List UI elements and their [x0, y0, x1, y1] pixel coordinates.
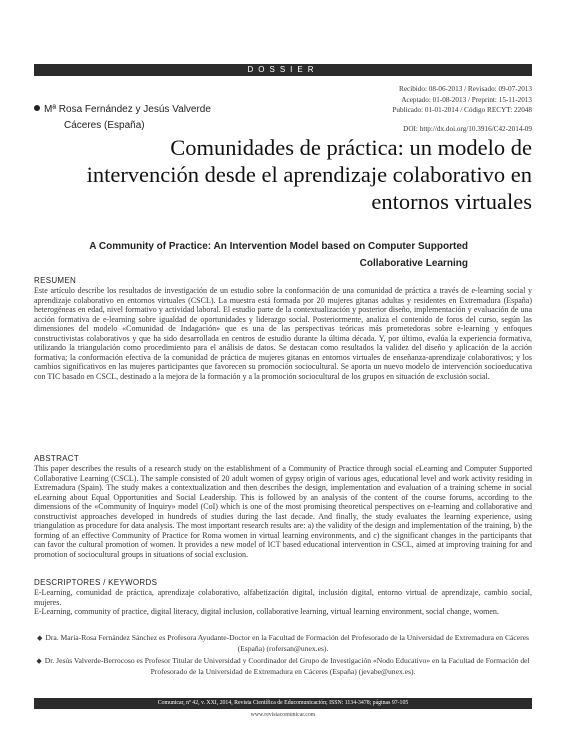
resumen-heading: RESUMEN: [34, 276, 77, 285]
diamond-icon: ◆: [36, 634, 43, 642]
footer-citation: Comunicar, nº 42, v. XXI, 2014, Revista Científica de Educomunicación; ISSN: 1134-3478; páginas 97-105: [157, 700, 409, 706]
article-subtitle: A Community of Practice: An Intervention Model based on Computer Supported Collaborative Learning: [89, 241, 468, 269]
keywords-en: E-Learning, community of practice, digital literacy, digital inclusion, collaborative learning, virtual learning environment, social change, women.: [34, 607, 499, 617]
footer-citation-bar: [34, 698, 532, 709]
keywords-heading: DESCRIPTORES / KEYWORDS: [34, 578, 158, 587]
published-date: Publicado: 01-01-2014 / Código RECYT: 22048: [392, 106, 532, 114]
resumen-text: Este artículo describe los resultados de investigación de un estudio sobre la conformación de una comunidad de práctica a través de e-learning social y aprendizaje colaborativo en entornos virtuales (CSCL). La muestra está formada por 20 mujeres gitanas adultas y residentes en Extremadura (España) heterogéneas en edad, nivel formativo y actividad laboral. El estudio parte de la contextualización y posterior diseño, implementación y evaluación de una acción formativa de e-learning sobre igualdad de oportunidades y liderazgo social. Posteriormente, analiza el contenido de foros del curso, según las dimensiones del modelo «Comunidad de Indagación» que es una de las perspectivas teóricas más prometedoras sobre e-learning y enfoques constructivistas colaborativos y que ha sido desarrollada en centros de estudio durante la última década. Y, por último, evalúa la experiencia formativa, utilizando la triangulación como procedimiento para el análisis de datos. Se destacan como resultados la validez del diseño y aplicación de la acción formativa; la conformación efectiva de la comunidad de práctica de mujeres gitanas en entornos virtuales de enseñanza-aprendizaje colaborativos; y los cambios significativos en las mujeres participantes que favorecen su promoción sociocultural. Se aporta un nuevo modelo de intervención socioeducativa con TIC basado en CSCL, destinado a la mejora de la formación y a la promoción sociocultural de los grupos en situación de exclusión social.: [34, 286, 532, 381]
doi[interactable]: DOI: http://dx.doi.org/10.3916/C42-2014-09: [403, 124, 532, 133]
footnote-text: Dr. Jesús Valverde-Berrocoso es Profesor Titular de Universidad y Coordinador del Grupo de Investigación «Nodo Educativo» en la Facultad de Formación del Profesorado de la Universidad de Extremadura en Cáceres (España) (jevabe@unex.es).: [44, 656, 530, 676]
author-block: [34, 102, 211, 134]
received-date: Recibido: 08-06-2013 / Revisado: 09-07-2013: [399, 85, 532, 93]
abstract-text: This paper describes the results of a research study on the establishment of a Community of Practice through social eLearning and Computer Supported Collaborative Learning (CSCL). The sample consisted of 20 adult women of gypsy origin of various ages, educational level and work activity residing in Extremadura (Spain). The study makes a contextualization and then describes the design, implementation and evaluation of a training scheme in social eLearning about Equal Opportunities and Social Leadership. This is followed by an analysis of the content of the course forums, according to the dimensions of the «Community of Inquiry» model (CoI) which is one of the most promising theoretical perspectives on e-learning and collaborative and constructivist approaches developed in hundreds of studies during the last decade. And finally, the study evaluates the learning experience, using triangulation as procedure for data analysis. The most important research results are: a) the validity of the design and implementation of the training, b) the forming of an effective Community of Practice for Roma women in virtual learning environments, and c) the significant changes in the participants that can favor the cultural promotion of women. It provides a new model of ICT based educational intervention in CSCL, aimed at improving training for and promotion of sociocultural groups in situations of social exclusion.: [34, 464, 532, 559]
publication-meta: [392, 84, 532, 134]
keywords-es: E-Learning, comunidad de práctica, aprendizaje colaborativo, alfabetización digital, inclusión digital, entorno virtual de aprendizaje, cambio social, mujeres.: [34, 588, 532, 607]
footnote-item: [34, 656, 532, 676]
resumen-section: [34, 276, 532, 381]
accepted-date: Aceptado: 01-08-2013 / Preprint: 15-11-2013: [401, 95, 532, 104]
section-banner: [34, 64, 532, 76]
footnote-item: [34, 633, 532, 653]
article-title: Comunidades de práctica: un modelo de intervención desde el aprendizaje colaborativo en entornos virtuales: [86, 135, 532, 214]
footer-url[interactable]: www.revistacomunicar.com: [250, 712, 316, 718]
diamond-icon: ◆: [36, 657, 42, 666]
abstract-heading: ABSTRACT: [34, 454, 80, 463]
section-label: DOSSIER: [247, 65, 319, 74]
bullet-icon: [34, 105, 40, 111]
author-names: Mª Rosa Fernández y Jesús Valverde: [44, 104, 211, 115]
keywords-section: [34, 578, 532, 617]
author-affiliation: Cáceres (España): [64, 120, 145, 131]
abstract-section: [34, 454, 532, 559]
footnote-text: Dra. María-Rosa Fernández Sánchez es Profesora Ayudante-Doctor en la Facultad de Formación del Profesorado de la Universidad de Extremadura en Cáceres (España) (rofersan@unex.es).: [45, 633, 530, 653]
author-footnotes: [34, 633, 532, 679]
